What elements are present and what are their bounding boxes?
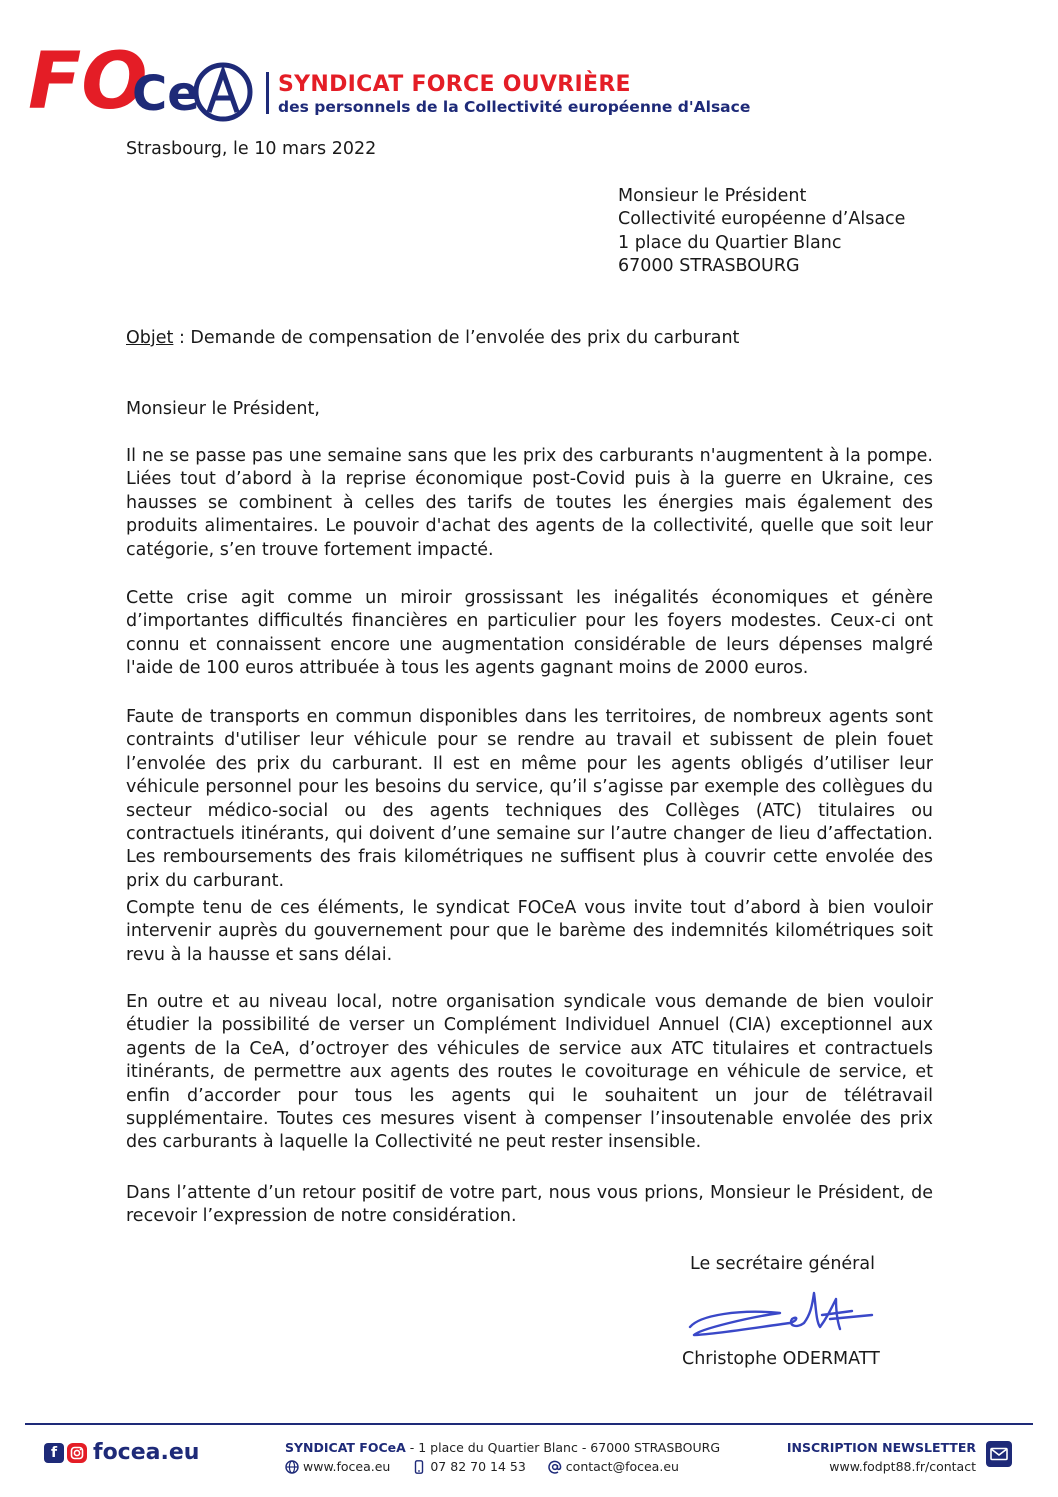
newsletter-block bbox=[786, 1440, 976, 1474]
svg-text:FO: FO bbox=[28, 37, 148, 124]
svg-text:Ce: Ce bbox=[132, 66, 200, 122]
body-paragraph: Cette crise agit comme un miroir grossissant les inégalités économiques et génère d’importantes difficultés financières en particulier pour les foyers modestes. Ceux-ci ont connu et connaissent encore une augmentation considérable de leurs dépenses malgré l'aide de 100 euros attribuée à tous les agents gagnant moins de 2000 euros. bbox=[126, 588, 933, 679]
website-link[interactable]: www.focea.eu bbox=[303, 1459, 391, 1474]
email-link[interactable]: contact@focea.eu bbox=[565, 1459, 679, 1474]
footer-address bbox=[285, 1440, 725, 1455]
instagram-icon[interactable] bbox=[67, 1443, 87, 1463]
website-item[interactable] bbox=[285, 1459, 390, 1474]
body-paragraph: En outre et au niveau local, notre organisation syndicale vous demande de bien vouloir étudier la possibilité de verser un Complément Individuel Annuel (CIA) exceptionnel aux agents de la CeA, d’octroyer des véhicules de service aux ATC titulaires et contractuels itinérants, de permettre aux agents des routes le covoiturage en véhicule de service, et enfin d’accorder pour tous les agents qui le souhaitent un jour de télétravail supplémentaire. Toutes ces mesures visent à compenser l’insoutenable envolée des prix des carburants à laquelle la Collectivité ne peut rester insensible. bbox=[126, 992, 933, 1153]
date-line: Strasbourg, le 10 mars 2022 bbox=[126, 139, 377, 159]
subject-line bbox=[126, 327, 739, 350]
newsletter-link[interactable]: www.fodpt88.fr/contact bbox=[829, 1459, 976, 1474]
subject-text: : Demande de compensation de l’envolée des prix du carburant bbox=[173, 328, 740, 348]
focea-logo bbox=[28, 28, 256, 124]
syndicat-title: SYNDICAT FORCE OUVRIÈRE bbox=[278, 72, 631, 97]
footer-contacts bbox=[285, 1459, 725, 1474]
salutation: Monsieur le Président, bbox=[126, 399, 320, 419]
footer-org-name: SYNDICAT FOCeA bbox=[285, 1440, 406, 1455]
body-paragraph: Faute de transports en commun disponibles dans les territoires, de nombreux agents sont contraints d'utiliser leur véhicule pour se rendre au travail et subissent de plein fouet l’envolée des prix du carburant. Il est en même pour les agents obligés d’utiliser leur véhicule personnel pour les besoins du service, qu’il s’agisse par exemple des collègues du secteur médico-social ou des agents techniques des Collèges (ATC) titulaires ou contractuels itinérants, qui doivent d’une semaine sur l’autre changer de lieu d’affectation. Les remboursements des frais kilométriques ne suffisent plus à couvrir cette envolée des prix du carburant. bbox=[126, 707, 933, 891]
phone-icon bbox=[412, 1460, 426, 1474]
footer-divider bbox=[25, 1423, 1033, 1425]
header-separator bbox=[266, 72, 269, 114]
recipient-address bbox=[618, 185, 905, 279]
site-name[interactable]: focea.eu bbox=[93, 1440, 200, 1465]
signatory-name: Christophe ODERMATT bbox=[682, 1349, 880, 1369]
at-icon bbox=[548, 1460, 562, 1474]
footer-address-text: - 1 place du Quartier Blanc - 67000 STRASBOURG bbox=[405, 1440, 720, 1455]
footer-contact-block bbox=[285, 1440, 725, 1474]
footer-social bbox=[44, 1440, 199, 1465]
globe-icon bbox=[285, 1460, 299, 1474]
body-paragraph: Il ne se passe pas une semaine sans que les prix des carburants n'augmentent à la pompe. Liées tout d’abord à la reprise économique post-Covid puis à la guerre en Ukraine, ces hausses se combinent à celles des tarifs de toutes les énergies mais également des produits alimentaires. Le pouvoir d'achat des agents de la collectivité, quelle que soit leur catégorie, s’en trouve fortement impacté. bbox=[126, 446, 933, 560]
recipient-line: Monsieur le Président bbox=[618, 186, 807, 206]
email-item[interactable] bbox=[548, 1459, 679, 1474]
facebook-icon[interactable]: f bbox=[44, 1443, 64, 1463]
recipient-line: 1 place du Quartier Blanc bbox=[618, 232, 842, 253]
newsletter-title: INSCRIPTION NEWSLETTER bbox=[786, 1440, 976, 1455]
closing-paragraph: Dans l’attente d’un retour positif de votre part, nous vous prions, Monsieur le Président, de recevoir l’expression de notre considération. bbox=[126, 1183, 933, 1227]
body-paragraph: Compte tenu de ces éléments, le syndicat FOCeA vous invite tout d’abord à bien vouloir intervenir auprès du gouvernement pour que le barème des indemnités kilométriques soit revu à la hausse et sans délai. bbox=[126, 898, 933, 965]
subject-label: Objet bbox=[126, 328, 174, 348]
syndicat-subtitle: des personnels de la Collectivité européenne d'Alsace bbox=[278, 98, 751, 116]
handwritten-signature bbox=[680, 1285, 880, 1345]
mail-icon[interactable] bbox=[986, 1441, 1012, 1467]
recipient-line: Collectivité européenne d’Alsace bbox=[618, 209, 906, 230]
phone-number[interactable]: 07 82 70 14 53 bbox=[430, 1459, 526, 1474]
recipient-line: 67000 STRASBOURG bbox=[618, 256, 800, 277]
phone-item[interactable] bbox=[412, 1459, 525, 1474]
signatory-title: Le secrétaire général bbox=[690, 1254, 875, 1274]
